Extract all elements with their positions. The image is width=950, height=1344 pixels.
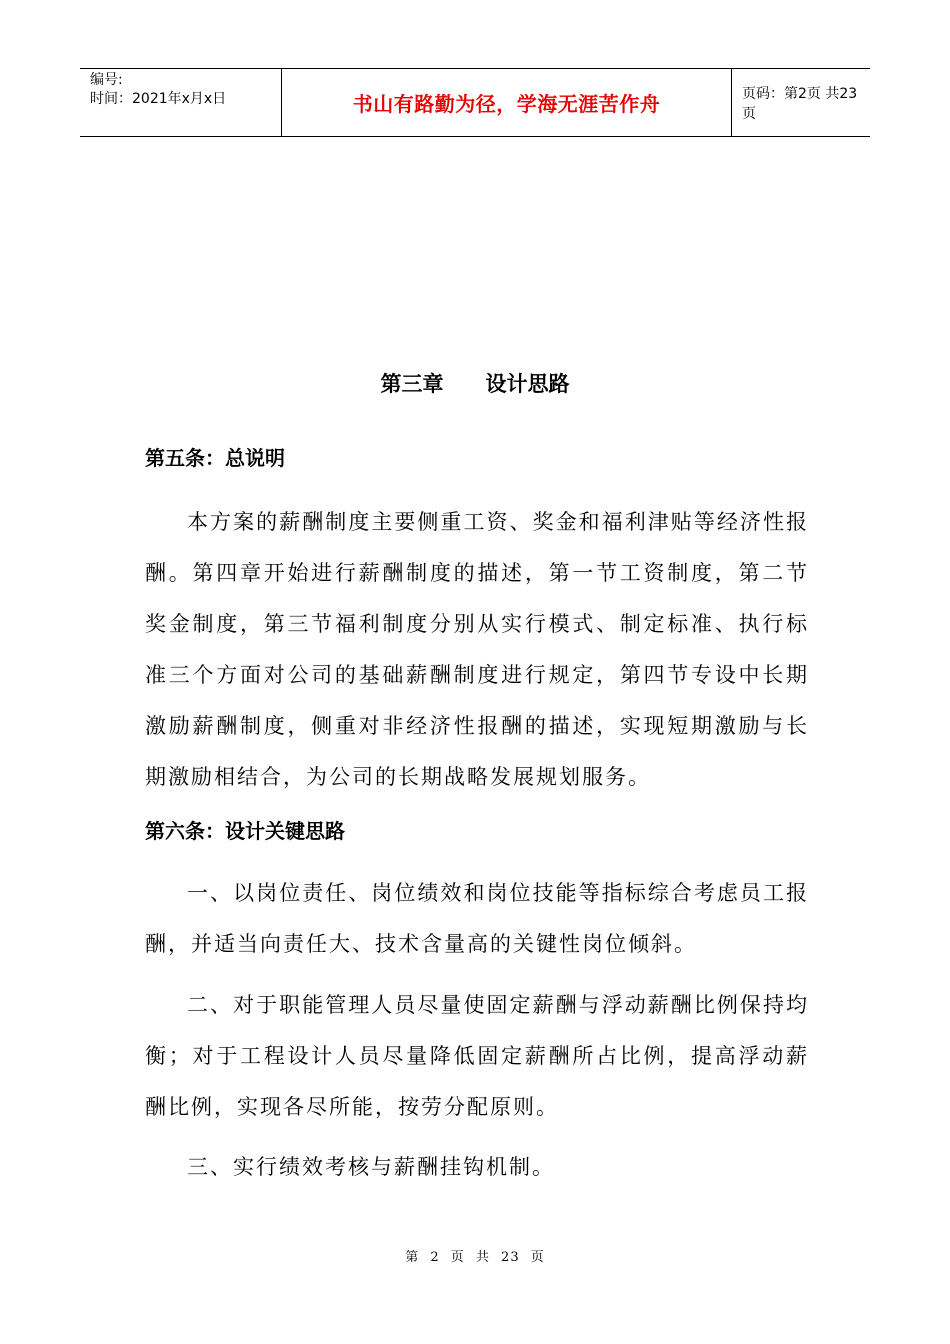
page-header: [80, 68, 870, 137]
page-footer: 第 2 页 共 23 页: [405, 1250, 545, 1265]
article-5-heading: 第五条：总说明: [145, 446, 285, 470]
article-6-heading: 第六条：设计关键思路: [145, 819, 345, 843]
chapter-name: 设计思路: [485, 372, 570, 396]
article-6-point-3: 三、实行绩效考核与薪酬挂钩机制。: [187, 1155, 555, 1179]
article-6-point-1: 一、以岗位责任、岗位绩效和岗位技能等指标综合考虑员工报酬，并适当向责任大、技术含量高的关键性岗位倾斜。: [145, 881, 809, 956]
header-motto: 书山有路勤为径，学海无涯苦作舟: [282, 69, 732, 136]
code-label: 编号:: [90, 72, 123, 88]
article-6-point-2: 二、对于职能管理人员尽量使固定薪酬与浮动薪酬比例保持均衡；对于工程设计人员尽量降低固定薪酬所占比例，提高浮动薪酬比例，实现各尽所能，按劳分配原则。: [145, 993, 809, 1119]
header-info-cell: [80, 69, 282, 136]
chapter-number: 第三章: [380, 372, 444, 396]
article-5-paragraph: 本方案的薪酬制度主要侧重工资、奖金和福利津贴等经济性报酬。第四章开始进行薪酬制度的描述，第一节工资制度，第二节奖金制度，第三节福利制度分别从实行模式、制定标准、执行标准三个方面对公司的基础薪酬制度进行规定，第四节专设中长期激励薪酬制度，侧重对非经济性报酬的描述，实现短期激励与长期激励相结合，为公司的长期战略发展规划服务。: [145, 510, 809, 789]
date-label: 时间：2021年x月x日: [90, 91, 227, 107]
header-page-label: 页码：第2页 共23页: [742, 85, 858, 122]
chapter-title: [0, 368, 950, 400]
